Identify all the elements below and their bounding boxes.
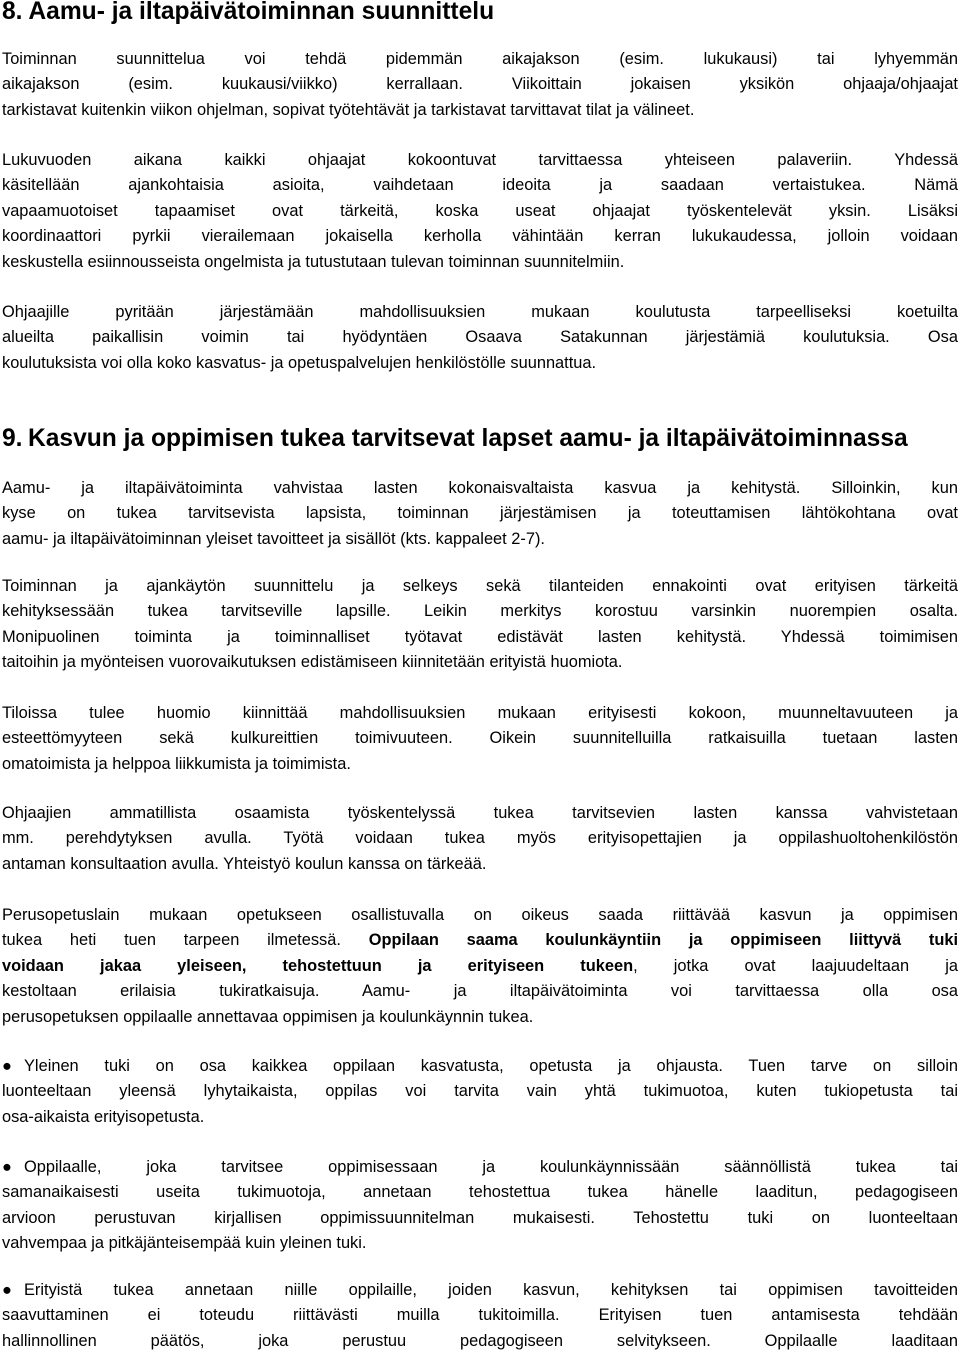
- bullet-icon: ●: [2, 1158, 12, 1176]
- text-line: omatoimista ja helppoa liikkumista ja toimimista.: [2, 754, 351, 773]
- text-line: vapaamuotoiset tapaamiset ovat tärkeitä, koska useat ohjaajat työskentelevät yksin. Lisäksi: [2, 201, 958, 220]
- text-run: , jotka ovat laajuudeltaan ja: [633, 956, 958, 975]
- text-line: kestoltaan erilaisia tukiratkaisuja. Aamu- ja iltapäivätoiminta voi tarvittaessa olla osa: [2, 982, 958, 1001]
- section-9-heading: [2, 426, 908, 451]
- s8-paragraph-1: [2, 47, 958, 123]
- text-line: mm. perehdytyksen avulla. Työtä voidaan tukea myös erityisopettajien ja oppilashuoltohenkilöstön: [2, 829, 958, 848]
- text-line: Aamu- ja iltapäivätoiminta vahvistaa lasten kokonaisvaltaista kasvua ja kehitystä. Silloinkin, kun: [2, 479, 958, 497]
- bullet-icon: ●: [2, 1281, 12, 1299]
- text-line: antaman konsultaation avulla. Yhteistyö koulun kanssa on tärkeää.: [2, 854, 487, 873]
- text-line: Tiloissa tulee huomio kiinnittää mahdollisuuksien mukaan erityisesti kokoon, muunneltavuuteen ja: [2, 704, 958, 722]
- text-line: [2, 954, 958, 979]
- text-line: koordinaattori pyrkii vierailemaan jokaisella kerholla vähintään kerran lukukaudessa, jolloin voidaan: [2, 227, 958, 246]
- s8-paragraph-2: [2, 148, 958, 275]
- text-line: [2, 1278, 958, 1303]
- emphasis-text: voidaan jakaa yleiseen, tehostettuun ja erityiseen tukeen: [2, 956, 634, 975]
- text-line: esteettömyyteen sekä kulkureittien toimivuuteen. Oikein suunnitelluilla ratkaisuilla tuetaan lasten: [2, 729, 958, 748]
- text-line: kyse on tukea tarvitsevista lapsista, toiminnan järjestämisen ja toteuttamisen lähtökohtana ovat: [2, 504, 958, 523]
- text-line: käsitellään ajankohtaisia asioita, vaihdetaan ideoita ja saadaan vertaistukea. Nämä: [2, 176, 958, 195]
- text-line: Ohjaajille pyritään järjestämään mahdollisuuksien mukaan koulutusta tarpeelliseksi koetuilta: [2, 303, 958, 321]
- s8-paragraph-3: [2, 300, 958, 376]
- bullet-item-erityinen-tuki: [2, 1278, 958, 1354]
- text-line: samanaikaisesti useita tukimuotoja, annetaan tehostettua tukea hänelle laaditun, pedagogiseen: [2, 1183, 958, 1202]
- emphasis-text: Oppilaan saama koulunkäyntiin ja oppimiseen liittyvä tuki: [368, 931, 958, 950]
- section-8-heading: 8. Aamu- ja iltapäivätoiminnan suunnittelu: [2, 0, 495, 25]
- text-line: vahvempaa ja pitkäjänteisempää kuin yleinen tuki.: [2, 1234, 367, 1253]
- text-line: keskustella esiinnousseista ongelmista ja tutustutaan tulevan toiminnan suunnitelmiin.: [2, 252, 625, 271]
- text-line: Monipuolinen toiminta ja toiminnalliset työtavat edistävät lasten kehitystä. Yhdessä toimimisen: [2, 627, 958, 646]
- text-line: aikajakson (esim. kuukausi/viikko) kerrallaan. Viikoittain jokaisen yksikön ohjaaja/ohjaajat: [2, 75, 958, 94]
- text-line: [2, 1054, 958, 1079]
- text-line: taitoihin ja myönteisen vuorovaikutuksen edistämiseen kiinnitetään erityistä huomiota.: [2, 653, 623, 672]
- bullet-icon: ●: [2, 1057, 12, 1075]
- text-line: [2, 1155, 958, 1180]
- text-line: luonteeltaan yleensä lyhytaikaista, oppilas voi tarvita vain yhtä tukimuotoa, kuten tukiopetusta tai: [2, 1082, 958, 1101]
- bullet-item-tehostettu-tuki: [2, 1155, 958, 1257]
- text-run: tukea heti tuen tarpeen ilmetessä.: [2, 931, 369, 950]
- text-line: Ohjaajien ammatillista osaamista työskentelyssä tukea tarvitsevien lasten kanssa vahvistetaan: [2, 804, 958, 822]
- text-run: Erityistä tukea annetaan niille oppilaille, joiden kasvun, kehityksen tai oppimisen tavoitteiden: [24, 1281, 958, 1299]
- section-9-number: 9.: [2, 425, 23, 452]
- text-line: kehityksessään tukea tarvitseville lapsille. Leikin merkitys korostuu varsinkin nuorempien osalta.: [2, 602, 958, 621]
- text-line: osa-aikaista erityisopetusta.: [2, 1107, 205, 1126]
- text-line: aamu- ja iltapäivätoiminnan yleiset tavoitteet ja sisällöt (kts. kappaleet 2-7).: [2, 529, 545, 548]
- text-line: koulutuksista voi olla koko kasvatus- ja opetuspalvelujen henkilöstölle suunnattua.: [2, 353, 597, 372]
- section-9-title: Kasvun ja oppimisen tukea tarvitsevat lapset aamu- ja iltapäivätoiminnassa: [28, 425, 908, 452]
- text-line: Toiminnan suunnittelua voi tehdä pidemmän aikajakson (esim. lukukausi) tai lyhyemmän: [2, 50, 958, 68]
- s9-paragraph-5: [2, 903, 958, 1030]
- text-line: arvioon perustuvan kirjallisen oppimissuunnitelman mukaisesti. Tehostettu tuki on luonteeltaan: [2, 1208, 958, 1227]
- text-line: hallinnollinen päätös, joka perustuu pedagogiseen selvitykseen. Oppilaalle laaditaan: [2, 1331, 958, 1350]
- text-line: alueilta paikallisin voimin tai hyödyntäen Osaava Satakunnan järjestämiä koulutuksia. Osa: [2, 328, 958, 347]
- text-line: Lukuvuoden aikana kaikki ohjaajat kokoontuvat tarvittaessa yhteiseen palaveriin. Yhdessä: [2, 151, 958, 169]
- text-line: perusopetuksen oppilaalle annettavaa oppimisen ja koulunkäynnin tukea.: [2, 1007, 534, 1026]
- s9-paragraph-1: [2, 476, 958, 552]
- text-line: Perusopetuslain mukaan opetukseen osallistuvalla on oikeus saada riittävää kasvun ja oppimisen: [2, 906, 958, 924]
- text-line: saavuttaminen ei toteudu riittävästi muilla tukitoimilla. Erityisen tuen antamisesta tehdään: [2, 1306, 958, 1325]
- s9-paragraph-2: [2, 574, 958, 676]
- text-line: Toiminnan ja ajankäytön suunnittelu ja selkeys sekä tilanteiden ennakointi ovat erityisen tärkeitä: [2, 577, 958, 595]
- text-run: Yleinen tuki on osa kaikkea oppilaan kasvatusta, opetusta ja ohjausta. Tuen tarve on silloin: [24, 1057, 958, 1075]
- text-run: Oppilaalle, joka tarvitsee oppimisessaan ja koulunkäynnissään säännöllistä tukea tai: [24, 1158, 958, 1176]
- s9-paragraph-3: [2, 701, 958, 777]
- bullet-item-yleinen-tuki: [2, 1054, 958, 1130]
- s9-paragraph-4: [2, 801, 958, 877]
- text-line: tarkistavat kuitenkin viikon ohjelman, sopivat työtehtävät ja tarkistavat tarvittavat tilat ja välineet.: [2, 100, 695, 119]
- text-line: [2, 928, 958, 953]
